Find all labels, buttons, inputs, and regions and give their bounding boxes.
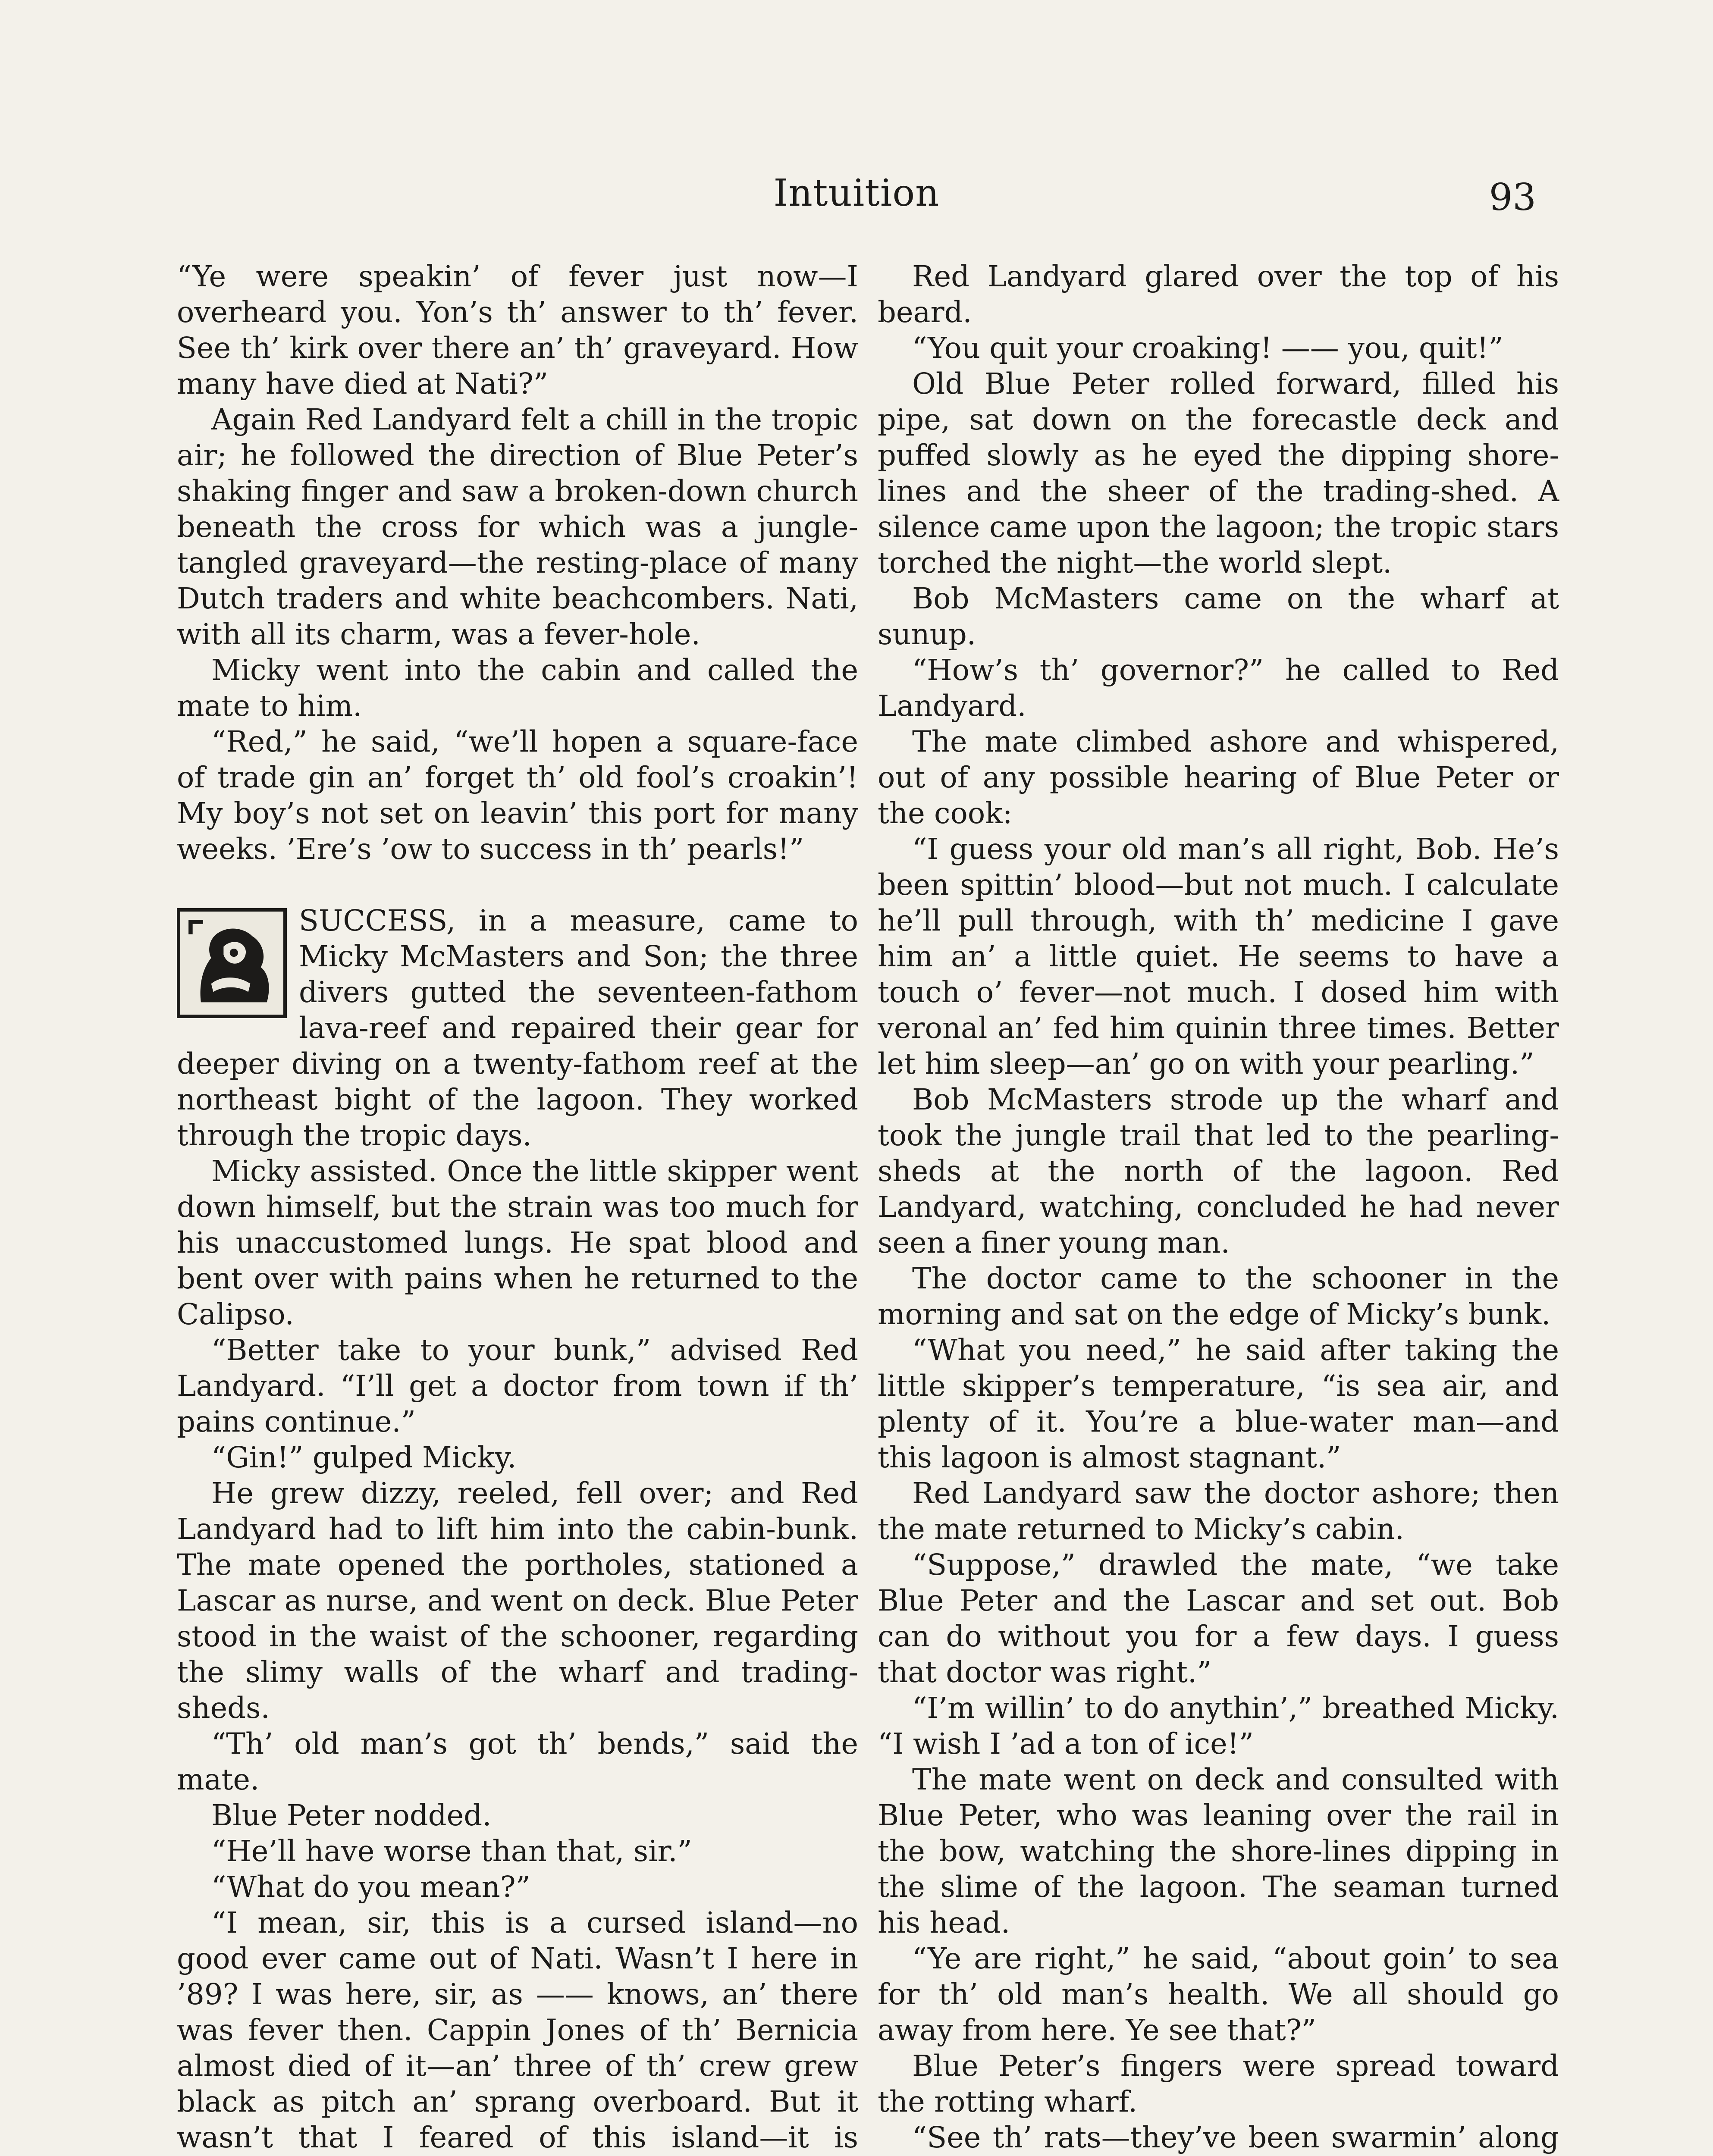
paragraph: “Th’ old man’s got th’ bends,” said the mate. (177, 1727, 858, 1796)
paragraph: Red Landyard saw the doctor ashore; then the mate returned to Micky’s cabin. (878, 1476, 1559, 1546)
paragraph: “I guess your old man’s all right, Bob. He’s been spittin’ blood—but not much. I calculate he’ll pull through, with th’ medicine I gave him an’ a little quiet. He seems to have a touch o’ fever—not much. I dosed him with veronal an’ fed him quinin three times. Better let him sleep—an’ go on with your pearling.” (878, 832, 1559, 1081)
paragraph: The doctor came to the schooner in the morning and sat on the edge of Micky’s bunk. (878, 1262, 1559, 1331)
left-column (177, 259, 858, 2156)
paragraph: The mate climbed ashore and whispered, out of any possible hearing of Blue Peter or the cook: (878, 725, 1559, 830)
paragraph: Bob McMasters strode up the wharf and took the jungle trail that led to the pearling-sheds at the north of the lagoon. Red Landyard, watching, concluded he had never seen a finer young man. (878, 1083, 1559, 1260)
paragraph: “I’m willin’ to do anythin’,” breathed Micky. “I wish I ’ad a ton of ice!” (878, 1691, 1559, 1761)
right-column (878, 259, 1559, 2156)
paragraph: “Suppose,” drawled the mate, “we take Blue Peter and the Lascar and set out. Bob can do without you for a few days. I guess that doctor was right.” (878, 1548, 1559, 1689)
paragraph: “What you need,” he said after taking the little skipper’s temperature, “is sea air, and plenty of it. You’re a blue-water man—and this lagoon is almost stagnant.” (878, 1333, 1559, 1474)
paragraph: “Ye were speakin’ of fever just now—I overheard you. Yon’s th’ answer to th’ fever. See th’ kirk over there an’ th’ graveyard. How many have died at Nati?” (177, 260, 858, 401)
paragraph: Blue Peter’s fingers were spread toward the rotting wharf. (878, 2049, 1559, 2118)
section-opening-paragraph: SUCCESS, in a measure, came to Micky McMasters and Son; the three divers gutted the seventeen-fathom lava-reef and repaired their gear for deeper diving on a twenty-fathom reef at the northeast bight of the lagoon. They worked through the tropic days. (177, 904, 858, 1152)
running-title: Intuition (773, 172, 940, 215)
page-number: 93 (1489, 176, 1536, 219)
paragraph: Micky assisted. Once the little skipper went down himself, but the strain was too much for his unaccustomed lungs. He spat blood and bent over with pains when he returned to the Calipso. (177, 1154, 858, 1331)
paragraph: “Better take to your bunk,” advised Red Landyard. “I’ll get a doctor from town if th’ pains continue.” (177, 1333, 858, 1438)
paragraph: “Gin!” gulped Micky. (211, 1441, 517, 1474)
section-break (177, 903, 858, 1153)
paragraph: Red Landyard glared over the top of his beard. (878, 260, 1559, 329)
paragraph: He grew dizzy, reeled, fell over; and Red Landyard had to lift him into the cabin-bunk. The mate opened the portholes, stationed a Lascar as nurse, and went on deck. Blue Peter stood in the waist of the schooner, regarding the slimy walls of the wharf and trading-sheds. (177, 1476, 858, 1725)
paragraph: “Ye are right,” he said, “about goin’ to sea for th’ old man’s health. We all should go away from here. Ye see that?” (878, 1942, 1559, 2047)
paragraph: Old Blue Peter rolled forward, filled his pipe, sat down on the forecastle deck and puffed slowly as he eyed the dipping shore-lines and the sheer of the trading-shed. A silence came upon the lagoon; the tropic stars torched the night—the world slept. (878, 367, 1559, 580)
paragraph: “I mean, sir, this is a cursed island—no good ever came out of Nati. Wasn’t I here in ’89? I was here, sir, as —— knows, an’ there was fever then. Cappin Jones of th’ Bernicia almost died of it—an’ three of th’ crew grew black as pitch an’ sprang overboard. But it wasn’t that I feared of this island—it is (177, 1906, 858, 2154)
paragraph: “He’ll have worse than that, sir.” (211, 1834, 692, 1868)
decorative-initial-icon (177, 908, 287, 1018)
paragraph: “What do you mean?” (211, 1870, 530, 1904)
paragraph: Again Red Landyard felt a chill in the tropic air; he followed the direction of Blue Peter’s shaking finger and saw a broken-down church beneath the cross for which was a jungle-tangled graveyard—the resting-place of many Dutch traders and white beachcombers. Nati, with all its charm, was a fever-hole. (177, 403, 858, 651)
running-head (0, 172, 1713, 223)
paragraph: Blue Peter nodded. (211, 1799, 492, 1832)
paragraph: Micky went into the cabin and called the mate to him. (177, 653, 858, 723)
paragraph: “See th’ rats—they’ve been swarmin’ along (912, 2121, 1559, 2154)
paragraph: “Red,” he said, “we’ll hopen a square-face of trade gin an’ forget th’ old fool’s croakin’! My boy’s not set on leavin’ this port for many weeks. ’Ere’s ’ow to success in th’ pearls!” (177, 725, 858, 866)
paragraph: “You quit your croaking! —— you, quit!” (912, 331, 1503, 365)
paragraph: “How’s th’ governor?” he called to Red Landyard. (878, 653, 1559, 723)
paragraph: The mate went on deck and consulted with Blue Peter, who was leaning over the rail in the bow, watching the shore-lines dipping in the slime of the lagoon. The seaman turned his head. (878, 1763, 1559, 1940)
paragraph: Bob McMasters came on the wharf at sunup. (878, 582, 1559, 651)
